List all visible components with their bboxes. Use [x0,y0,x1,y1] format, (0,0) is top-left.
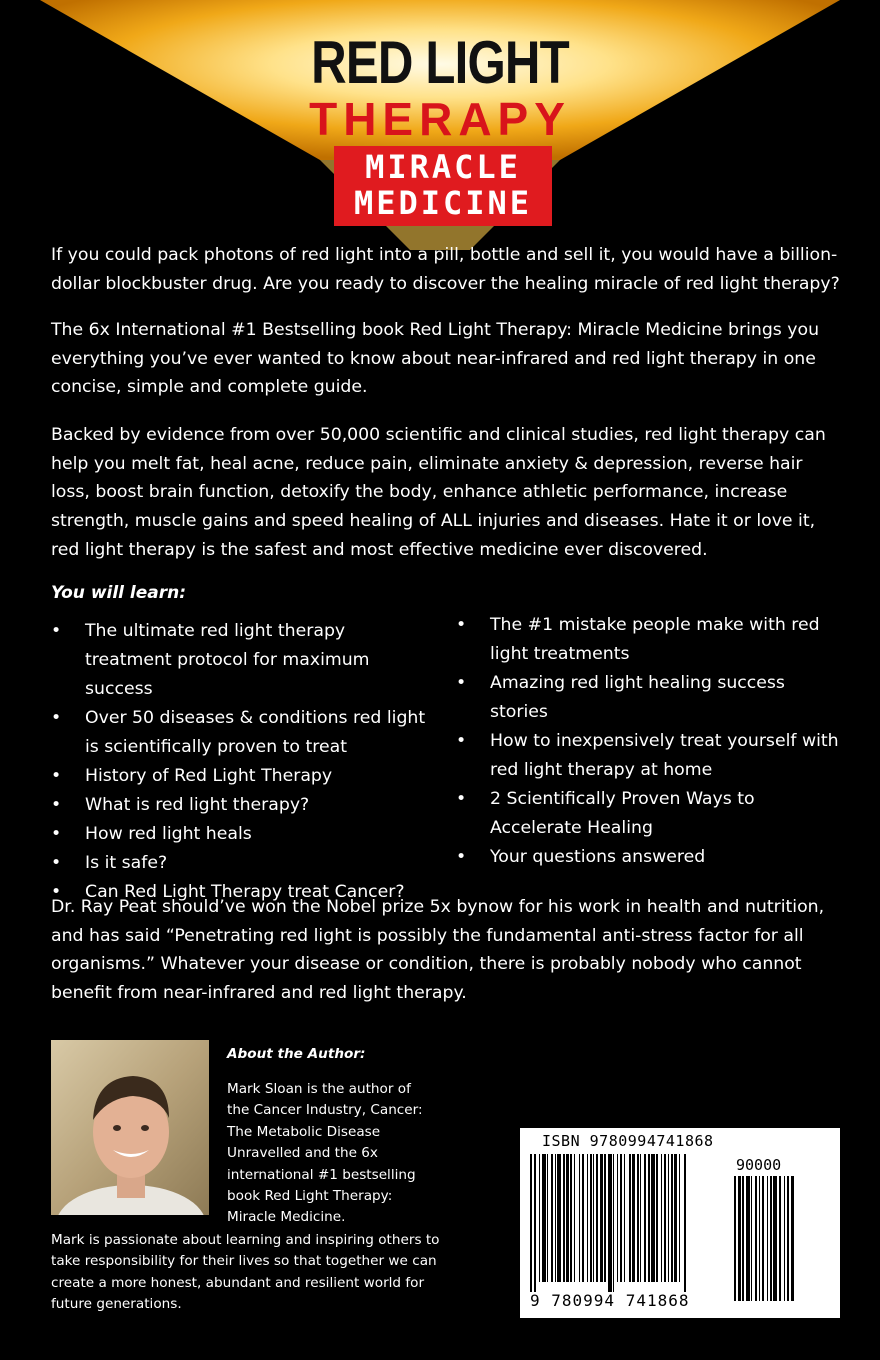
barcode-bar [563,1154,565,1282]
barcode-bar [651,1154,655,1282]
bullet-icon: • [51,766,62,786]
barcode-bar [779,1176,781,1301]
learn-list-left [51,617,431,907]
barcode-bar [542,1154,546,1282]
barcode-bar [539,1154,540,1282]
bullet-icon: • [51,795,62,815]
barcode-bar [738,1176,741,1301]
barcode-bar [684,1154,686,1292]
list-item: • History of Red Light Therapy [51,762,431,791]
author-passion: Mark is passionate about learning and inspiring others to take responsibility for their lives so that together we can create a more honest, abundant and resilient world for future generations. [51,1232,440,1313]
author-portrait-icon [51,1040,209,1215]
list-item: • How to inexpensively treat yourself with red light therapy at home [456,727,846,785]
isbn-barcode [520,1128,840,1318]
title-therapy: THERAPY [309,93,571,145]
barcode-bar [617,1154,618,1282]
list-item: • Your questions answered [456,843,846,872]
barcode-bar [679,1154,680,1282]
bullet-icon: • [51,824,62,844]
barcode-bar [751,1176,752,1301]
barcode-bar [773,1176,777,1301]
barcode-bar [608,1154,612,1292]
price-code: 90000 [736,1156,782,1174]
addon-barcode-bars [734,1176,830,1311]
author-photo [51,1040,209,1215]
isbn-label: ISBN 9780994741868 [542,1132,714,1150]
list-item: • Over 50 diseases & conditions red light is scientifically proven to treat [51,704,431,762]
barcode-bar [596,1154,598,1282]
intro-paragraph: If you could pack photons of red light into a pill, bottle and sell it, you would have a billion-dollar blockbuster drug. Are you ready to discover the healing miracle of red light therapy? [51,245,840,294]
barcode-bar [587,1154,588,1282]
learn-list-right [456,611,846,872]
barcode-bar [644,1154,646,1282]
barcode-bar [759,1176,760,1301]
list-item: • Can Red Light Therapy treat Cancer? [51,878,431,907]
barcode-bar [600,1154,603,1282]
bullet-icon: • [51,853,62,873]
barcode-bar [624,1154,625,1282]
barcode-bar [762,1176,764,1301]
barcode-bar [534,1154,536,1292]
barcode-bar [604,1154,606,1282]
bullet-icon: • [456,615,467,635]
barcode-bar [593,1154,594,1282]
bullet-icon: • [51,882,62,902]
barcode-bar [551,1154,553,1282]
barcode-bar [656,1154,658,1282]
learn-heading: You will learn: [51,583,187,603]
barcode-bar [770,1176,772,1301]
barcode-bar [632,1154,635,1282]
barcode-bar [787,1176,789,1301]
barcode-bar [674,1154,677,1282]
barcode-bar [746,1176,750,1301]
barcode-bar [590,1154,592,1282]
barcode-bar [579,1154,580,1282]
title-red-light: RED LIGHT [311,29,569,96]
barcode-bar [664,1154,666,1282]
barcode-bar [574,1154,575,1282]
barcode-bar [530,1154,532,1292]
list-item: • Amazing red light healing success stories [456,669,846,727]
barcode-bar [784,1176,785,1301]
barcode-bar [570,1154,572,1282]
list-item: • How red light heals [51,820,431,849]
barcode-bar [637,1154,639,1282]
bullet-icon: • [51,708,62,728]
barcode-bar [734,1176,736,1301]
barcode-bar [620,1154,622,1282]
list-item: • The #1 mistake people make with red light treatments [456,611,846,669]
subtitle-line-2: MEDICINE [353,184,533,222]
bullet-icon: • [51,621,62,641]
bullet-icon: • [456,673,467,693]
barcode-bars [530,1154,730,1292]
list-item: • 2 Scientifically Proven Ways to Accelerate Healing [456,785,846,843]
author-bio: Mark Sloan is the author of the Cancer Industry, Cancer: The Metabolic Disease Unravelled and the 6x international #1 bestselling book Red Light Therapy: Miracle Medicine. [227,1081,423,1226]
barcode-bar [755,1176,757,1301]
barcode-bar [791,1176,794,1301]
barcode-bar [661,1154,662,1282]
barcode-bar [566,1154,569,1282]
barcode-bar [613,1154,614,1292]
bullet-icon: • [456,731,467,751]
barcode-bar [767,1176,768,1301]
bullet-icon: • [456,847,467,867]
subtitle-line-1: MIRACLE [365,148,521,186]
barcode-bar [629,1154,631,1282]
barcode-bar [668,1154,669,1282]
barcode-bar [547,1154,548,1282]
evidence-paragraph: Backed by evidence from over 50,000 scientific and clinical studies, red light therapy can help you melt fat, heal acne, reduce pain, eliminate anxiety & depression, reverse hair loss, boost brain function, detoxify the body, enhance athletic performance, increase strength, muscle gains and speed healing of ALL injuries and diseases. Hate it or love it, red light therapy is the safest and most effective medicine ever discovered. [51,425,826,560]
bullet-icon: • [456,789,467,809]
subtitle-badge [334,146,552,226]
isbn-digits: 9 780994 741868 [530,1291,690,1310]
list-item: • Is it safe? [51,849,431,878]
barcode-bar [648,1154,650,1282]
barcode-bar [555,1154,556,1282]
about-author-heading: About the Author: [227,1046,366,1062]
barcode-bar [557,1154,561,1282]
bestseller-paragraph: The 6x International #1 Bestselling book Red Light Therapy: Miracle Medicine brings you everything you’ve ever wanted to know about near-infrared and red light therapy in one concise, simple and complete guide. [51,320,820,398]
barcode-bar [742,1176,744,1301]
list-item: • The ultimate red light therapy treatment protocol for maximum success [51,617,431,704]
list-item: • What is red light therapy? [51,791,431,820]
ray-peat-paragraph: Dr. Ray Peat should’ve won the Nobel prize 5x bynow for his work in health and nutrition, and has said “Penetrating red light is possibly the fundamental anti-stress factor for all organisms.” Whatever your disease or condition, there is probably nobody who cannot benefit from near-infrared and red light therapy. [51,897,825,1004]
barcode-bar [582,1154,584,1282]
barcode-bar [640,1154,641,1282]
barcode-bar [671,1154,673,1282]
